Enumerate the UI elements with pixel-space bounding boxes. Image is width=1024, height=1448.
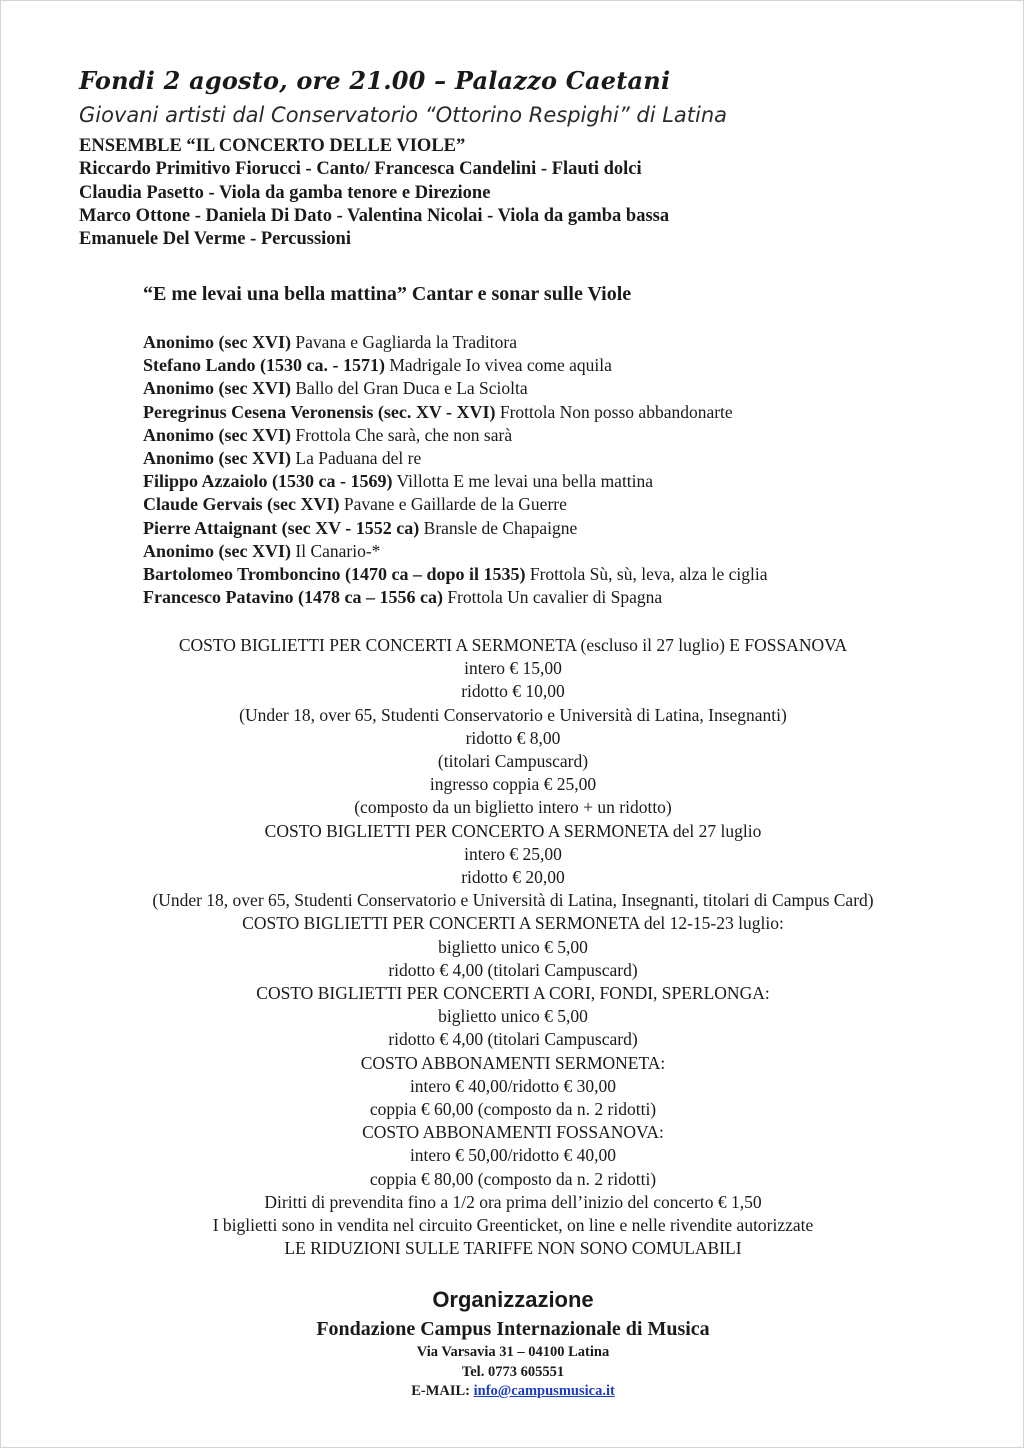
program-item — [143, 493, 768, 516]
performer-line: Claudia Pasetto - Viola da gamba tenore e Direzione — [79, 182, 491, 203]
composer-name: Peregrinus Cesena Veronensis (sec. XV - XVI) — [143, 401, 496, 422]
organization-email-line — [1, 1382, 1024, 1402]
price-line: ridotto € 10,00 — [461, 681, 565, 702]
composer-name: Filippo Azzaiolo (1530 ca - 1569) — [143, 471, 393, 492]
program-item — [143, 447, 768, 470]
price-line: COSTO ABBONAMENTI SERMONETA: — [360, 1052, 666, 1073]
composer-name: Claude Gervais (sec XVI) — [143, 494, 340, 515]
price-line: biglietto unico € 5,00 — [438, 1006, 588, 1027]
price-line: ridotto € 4,00 (titolari Campuscard) — [388, 1029, 638, 1050]
work-title: Frottola Un cavalier di Spagna — [447, 587, 663, 608]
price-line: Diritti di prevendita fino a 1/2 ora prima dell’inizio del concerto € 1,50 — [264, 1191, 762, 1212]
price-line: intero € 50,00/ridotto € 40,00 — [409, 1145, 617, 1166]
composer-name: Anonimo (sec XVI) — [143, 378, 291, 399]
composer-name: Anonimo (sec XVI) — [143, 540, 291, 561]
performer-line: ENSEMBLE “IL CONCERTO DELLE VIOLE” — [79, 136, 466, 156]
performer-line: Marco Ottone - Daniela Di Dato - Valentina Nicolai - Viola da gamba bassa — [79, 205, 670, 226]
program-item — [143, 540, 768, 563]
program-item — [143, 586, 768, 609]
program-item — [143, 354, 768, 377]
price-line: (Under 18, over 65, Studenti Conservatorio e Università di Latina, Insegnanti) — [239, 704, 787, 725]
event-subtitle: Giovani artisti dal Conservatorio “Ottorino Respighi” di Latina — [79, 103, 728, 127]
price-line: intero € 15,00 — [464, 658, 562, 679]
work-title: Madrigale Io vivea come aquila — [389, 355, 612, 376]
work-title: Frottola Sù, sù, leva, alza le ciglia — [529, 564, 768, 585]
price-line: coppia € 80,00 (composto da n. 2 ridotti) — [369, 1168, 657, 1189]
performer-line: Riccardo Primitivo Fiorucci - Canto/ Francesca Candelini - Flauti dolci — [79, 159, 642, 180]
price-line: COSTO BIGLIETTI PER CONCERTI A CORI, FONDI, SPERLONGA: — [256, 983, 770, 1004]
price-line: intero € 40,00/ridotto € 30,00 — [409, 1075, 617, 1096]
event-header — [79, 63, 979, 251]
composer-name: Francesco Patavino (1478 ca – 1556 ca) — [143, 587, 443, 608]
work-title: Frottola Non posso abbandonarte — [499, 401, 733, 422]
organization-phone: Tel. 0773 605551 — [461, 1363, 565, 1380]
work-title: Frottola Che sarà, che non sarà — [295, 424, 513, 445]
price-line: ingresso coppia € 25,00 — [429, 774, 597, 795]
price-line: biglietto unico € 5,00 — [438, 936, 588, 957]
price-line: (composto da un biglietto intero + un ridotto) — [354, 797, 672, 818]
price-line: COSTO ABBONAMENTI FOSSANOVA: — [362, 1122, 664, 1143]
program-item — [143, 470, 768, 493]
organization-heading: Organizzazione — [432, 1287, 594, 1312]
composer-name: Anonimo (sec XVI) — [143, 332, 291, 352]
program-title: “E me levai una bella mattina” Cantar e sonar sulle Viole — [143, 283, 632, 305]
organization-address: Via Varsavia 31 – 04100 Latina — [416, 1344, 610, 1360]
organization-block — [1, 1285, 1024, 1402]
work-title: Il Canario-* — [295, 540, 381, 561]
price-line: COSTO BIGLIETTI PER CONCERTO A SERMONETA del 27 luglio — [264, 820, 762, 841]
composer-name: Pierre Attaignant (sec XV - 1552 ca) — [143, 517, 420, 538]
organization-name: Fondazione Campus Internazionale di Musica — [316, 1318, 710, 1340]
program-item — [143, 424, 768, 447]
work-title: Villotta E me levai una bella mattina — [396, 471, 654, 492]
work-title: Bransle de Chapaigne — [423, 517, 578, 538]
program-item — [143, 401, 768, 424]
ticket-prices — [1, 634, 1024, 1260]
program-item — [143, 331, 768, 354]
price-line: ridotto € 20,00 — [461, 867, 565, 888]
price-line: (Under 18, over 65, Studenti Conservatorio e Università di Latina, Insegnanti, titolari di Campus Card) — [152, 890, 874, 911]
work-title: Pavana e Gagliarda la Traditora — [295, 332, 517, 352]
composer-name: Anonimo (sec XVI) — [143, 424, 291, 445]
price-line: coppia € 60,00 (composto da n. 2 ridotti) — [369, 1099, 657, 1120]
email-link[interactable]: info@campusmusica.it — [473, 1383, 615, 1399]
program-item — [143, 563, 768, 586]
price-line: intero € 25,00 — [464, 843, 562, 864]
event-title: Fondi 2 agosto, ore 21.00 – Palazzo Caetani — [79, 66, 671, 95]
program-item — [143, 377, 768, 400]
price-line: I biglietti sono in vendita nel circuito Greenticket, on line e nelle rivendite autorizzate — [212, 1215, 814, 1236]
performer-line: Emanuele Del Verme - Percussioni — [79, 229, 351, 250]
program-item — [143, 517, 768, 540]
price-line: LE RIDUZIONI SULLE TARIFFE NON SONO COMULABILI — [284, 1238, 742, 1259]
price-line: COSTO BIGLIETTI PER CONCERTI A SERMONETA del 12-15-23 luglio: — [242, 913, 784, 934]
email-label: E-MAIL: — [411, 1383, 474, 1399]
price-line: ridotto € 8,00 — [465, 727, 561, 748]
work-title: La Paduana del re — [295, 448, 422, 469]
work-title: Pavane e Gaillarde de la Guerre — [343, 494, 567, 515]
price-line: ridotto € 4,00 (titolari Campuscard) — [388, 959, 638, 980]
price-line: COSTO BIGLIETTI PER CONCERTI A SERMONETA (escluso il 27 luglio) E FOSSANOVA — [178, 635, 848, 655]
composer-name: Bartolomeo Tromboncino (1470 ca – dopo il 1535) — [143, 564, 526, 585]
composer-name: Anonimo (sec XVI) — [143, 448, 291, 469]
composer-name: Stefano Lando (1530 ca. - 1571) — [143, 355, 385, 376]
price-line: (titolari Campuscard) — [437, 751, 589, 772]
work-title: Ballo del Gran Duca e La Sciolta — [295, 378, 528, 399]
performers-list — [79, 135, 979, 251]
program-list — [143, 331, 768, 609]
